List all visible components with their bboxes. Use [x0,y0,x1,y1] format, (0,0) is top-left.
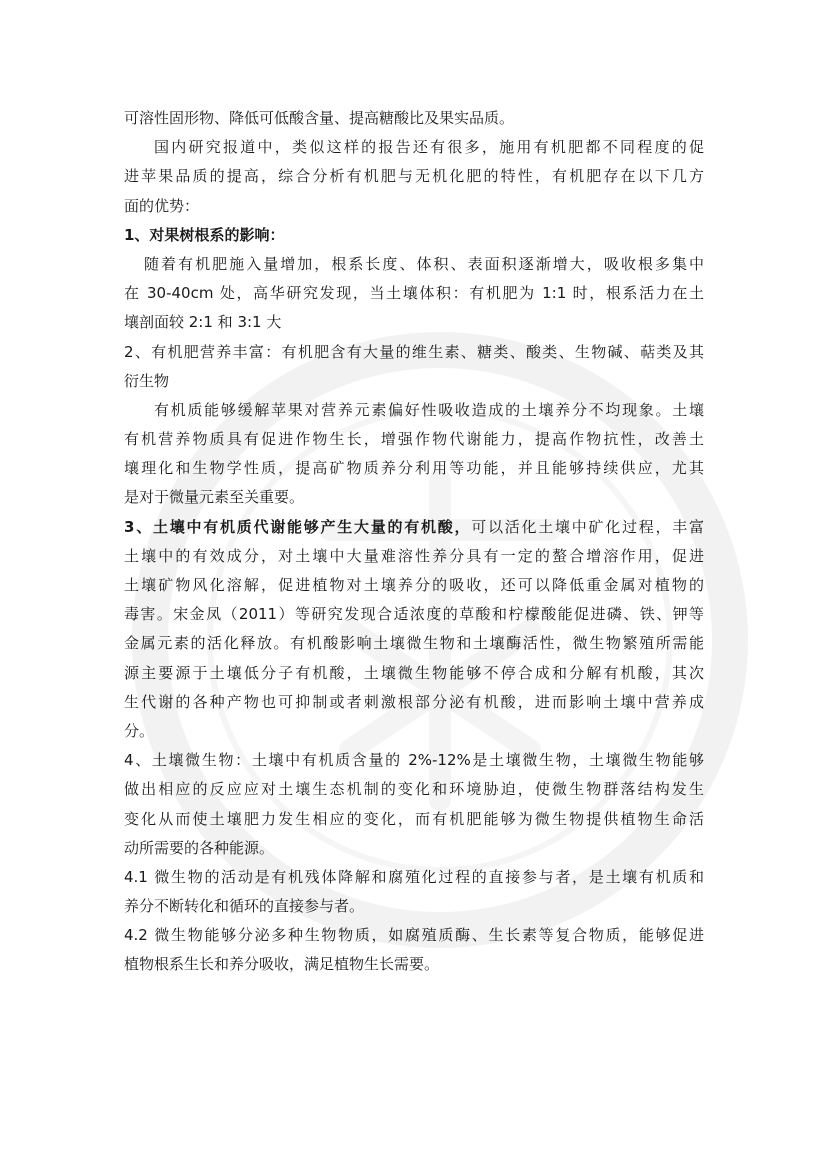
text-line: 金属元素的活化释放。有机酸影响土壤微生物和土壤酶活性，微生物繁殖所需能 [124,634,704,653]
text-line: 生代谢的各种产物也可抑制或者刺激根部分泌有机酸，进而影响土壤中营养成 [124,692,704,711]
text-line: 养分不断转化和循环的直接参与者。 [124,897,365,916]
text-line: 在 30-40cm 处，高华研究发现，当土壤体积：有机肥为 1:1 时，根系活力在土 [124,284,704,303]
text-line: 4.2 微生物能够分泌多种生物物质，如腐殖质酶、生长素等复合物质，能够促进 [124,926,704,945]
text-line: 源主要源于土壤低分子有机酸，土壤微生物能够不停合成和分解有机酸，其次 [124,663,704,682]
text-line: 可溶性固形物、降低可低酸含量、提高糖酸比及果实品质。 [124,109,515,127]
text-line: 4.1 微生物的活动是有机残体降解和腐殖化过程的直接参与者，是土壤有机质和 [124,867,704,886]
lead-rest: 可以活化土壤中矿化过程，丰富 [471,517,704,536]
text-line: 进苹果品质的提高，综合分析有机肥与无机化肥的特性，有机肥存在以下几方 [124,167,704,186]
text-line: 壤剖面较 2:1 和 3:1 大 [124,313,282,332]
text-line: 4、土壤微生物：土壤中有机质含量的 2%-12%是土壤微生物，土壤微生物能够 [124,751,704,770]
text-line: 做出相应的反应应对土壤生态机制的变化和环境胁迫，使微生物群落结构发生 [124,780,704,799]
text-line: 国内研究报道中，类似这样的报告还有很多，施用有机肥都不同程度的促 [154,138,704,157]
text-line: 土壤矿物风化溶解，促进植物对土壤养分的吸收，还可以降低重金属对植物的 [124,576,704,594]
text-line: 毒害。宋金凤（2011）等研究发现合适浓度的草酸和柠檬酸能促进磷、铁、钾等 [124,605,704,624]
text-line: 有机质能够缓解苹果对营养元素偏好性吸收造成的土壤养分不均现象。土壤 [154,400,704,419]
text-line: 壤理化和生物学性质，提高矿物质养分利用等功能，并且能够持续供应，尤其 [124,459,704,478]
text-line: 土壤中的有效成分，对土壤中大量难溶性养分具有一定的螯合增溶作用，促进 [124,546,704,565]
text-line: 变化从而使土壤肥力发生相应的变化，而有机肥能够为微生物提供植物生命活 [124,809,704,828]
text-line: 面的优势： [124,196,200,215]
text-line [124,513,704,542]
text-line: 2、有机肥营养丰富：有机肥含有大量的维生素、糖类、酸类、生物碱、萜类及其 [124,342,704,361]
bold-lead: 3、土壤中有机质代谢能够产生大量的有机酸， [124,517,472,536]
text-line: 衍生物 [124,371,170,390]
text-line: 分。 [124,721,155,740]
text-line: 是对于微量元素至关重要。 [124,488,305,507]
text-line: 随着有机肥施入量增加，根系长度、体积、表面积逐渐增大，吸收根多集中 [144,254,704,273]
text-line: 植物根系生长和养分吸收，满足植物生长需要。 [124,955,440,974]
section-heading: 1、对果树根系的影响： [124,225,285,244]
document-page [124,104,704,980]
text-line: 有机营养物质具有促进作物生长，增强作物代谢能力，提高作物抗性，改善土 [124,430,704,449]
text-line: 动所需要的各种能源。 [124,838,275,857]
